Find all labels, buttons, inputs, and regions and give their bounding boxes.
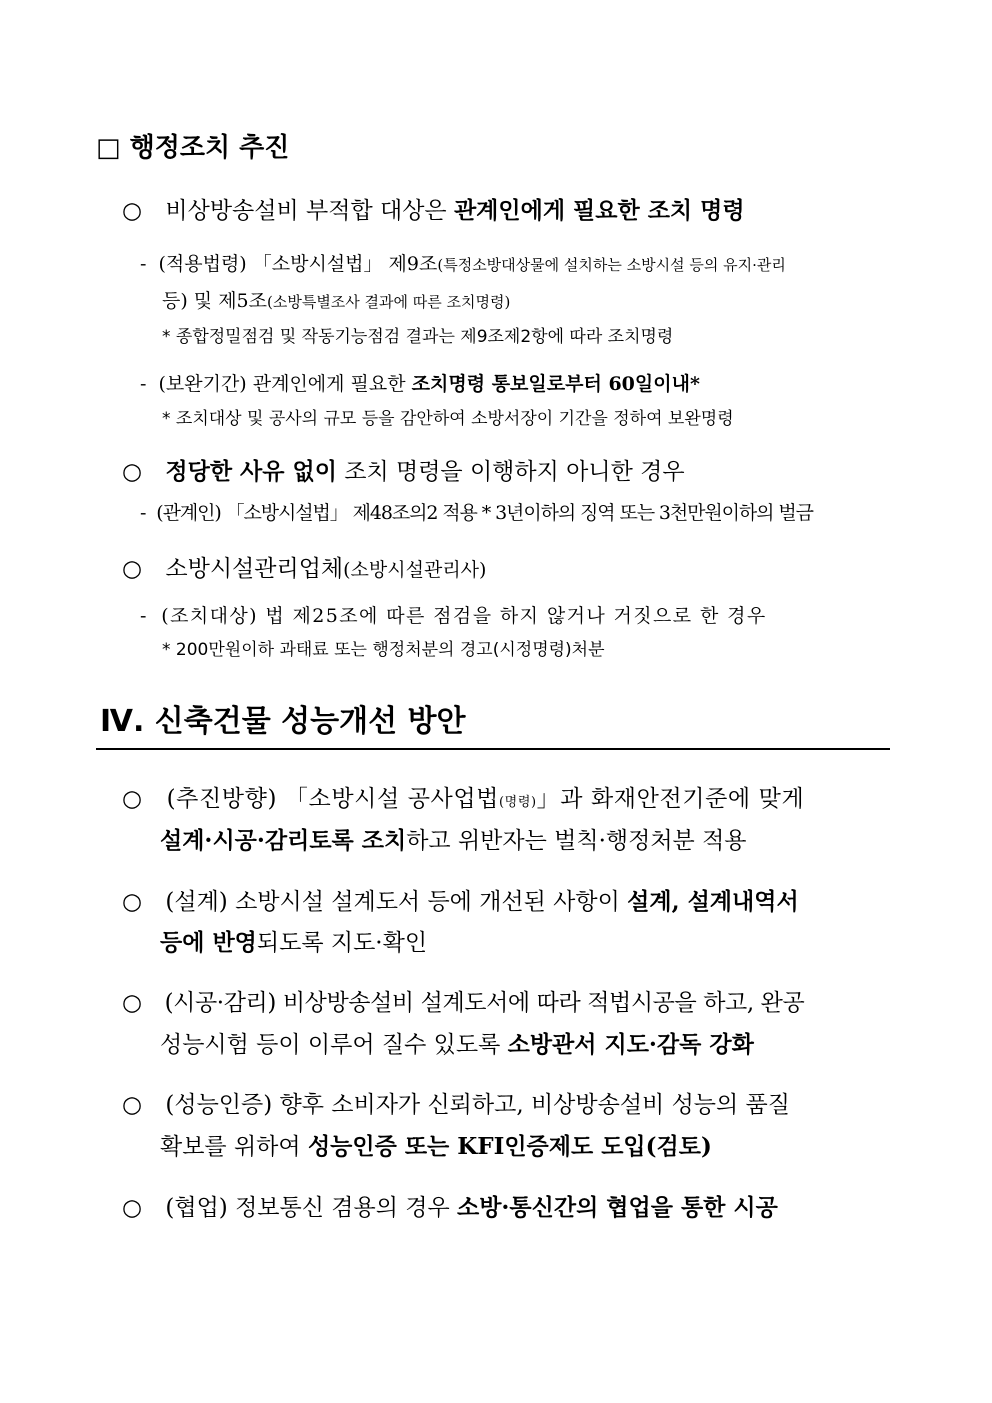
bullet-bold-text: 소방·통신간의 협업을 통한 시공 <box>456 1194 778 1221</box>
sub-item-applicable-law <box>140 253 786 276</box>
bullet-certification-line1 <box>122 1092 790 1120</box>
bullet-text: 비상방송설비 부적합 대상은 <box>165 198 454 224</box>
sub-item-supplement-period <box>140 373 700 396</box>
sub-small-text: (소방특별조사 결과에 따른 조치명령) <box>267 293 511 311</box>
bullet-design-line2 <box>160 929 427 958</box>
bullet-text: (추진방향) 「소방시설 공사업법 <box>166 786 499 812</box>
sub-bold-text: 조치명령 통보일로부터 60일이내* <box>411 373 700 395</box>
footnote-inspection: * 종합정밀점검 및 작동기능점검 결과는 제9조제2항에 따라 조치명령 <box>162 327 674 347</box>
circle-bullet: ○ <box>122 556 143 582</box>
circle-bullet: ○ <box>122 459 143 485</box>
bullet-construction-line2 <box>160 1031 754 1060</box>
section-heading-improvement-plan: Ⅳ. 신축건물 성능개선 방안 <box>100 704 466 739</box>
bullet-bold-text: 등에 반영 <box>160 929 257 956</box>
bullet-text: 조치 명령을 이행하지 아니한 경우 <box>336 459 685 485</box>
sub-item-related-person <box>140 502 813 525</box>
dash-marker: - <box>140 373 147 395</box>
footnote-supplement: * 조치대상 및 공사의 규모 등을 감안하여 소방서장이 기간을 정하여 보완명령 <box>162 409 734 429</box>
bullet-item-3 <box>122 556 486 584</box>
section-heading-admin-action: □ 행정조치 추진 <box>96 133 290 163</box>
sub-text: 등) 및 제5조 <box>162 290 267 312</box>
bullet-direction-line1 <box>122 786 804 814</box>
bullet-direction-line2 <box>160 827 747 856</box>
bullet-text: (시공·감리) 비상방송설비 설계도서에 따라 적법시공을 하고, 완공 <box>164 990 805 1016</box>
bullet-text: 확보를 위하여 <box>160 1134 308 1160</box>
bullet-bold-text: 설계, 설계내역서 <box>627 888 799 915</box>
circle-bullet: ○ <box>122 786 143 812</box>
bullet-text: 소방시설관리업체 <box>165 556 344 582</box>
bullet-small-text: (명령) <box>498 795 537 810</box>
bullet-construction-line1 <box>122 990 804 1018</box>
sub-text: (관계인) 「소방시설법」 제48조의2 적용 * 3년이하의 징역 또는 3천만원이하의 벌금 <box>156 502 813 524</box>
sub-small-text: (특정소방대상물에 설치하는 소방시설 등의 유지·관리 <box>437 256 786 274</box>
bullet-certification-line2 <box>160 1133 712 1162</box>
sub-item-action-target <box>140 605 767 628</box>
sub-item-applicable-law-line2 <box>162 290 510 313</box>
bullet-paren-text: (소방시설관리사) <box>343 559 487 581</box>
circle-bullet: ○ <box>122 1092 143 1118</box>
bullet-bold-text: 설계·시공·감리토록 조치 <box>160 827 407 854</box>
circle-bullet: ○ <box>122 889 143 915</box>
circle-bullet: ○ <box>122 198 143 224</box>
bullet-text: 하고 위반자는 벌칙·행정처분 적용 <box>406 828 747 854</box>
dash-marker: - <box>140 605 148 627</box>
bullet-bold-text: 관계인에게 필요한 조치 명령 <box>453 197 745 224</box>
bullet-text: 성능시험 등이 이루어 질수 있도록 <box>160 1032 508 1058</box>
bullet-text: (설계) 소방시설 설계도서 등에 개선된 사항이 <box>165 889 628 915</box>
bullet-text: 되도록 지도·확인 <box>256 930 428 956</box>
dash-marker: - <box>140 253 147 275</box>
bullet-item-1 <box>122 197 745 226</box>
bullet-bold-text: 정당한 사유 없이 <box>165 458 337 485</box>
circle-bullet: ○ <box>122 1195 143 1221</box>
circle-bullet: ○ <box>122 990 142 1016</box>
sub-text: (적용법령) 「소방시설법」 제9조 <box>158 253 438 275</box>
footnote-penalty: * 200만원이하 과태료 또는 행정처분의 경고(시정명령)처분 <box>162 640 605 660</box>
sub-text: (조치대상) 법 제25조에 따른 점검을 하지 않거나 거짓으로 한 경우 <box>161 605 767 627</box>
bullet-bold-text: 성능인증 또는 KFI인증제도 도입(검토) <box>307 1133 712 1160</box>
bullet-text: (성능인증) 향후 소비자가 신뢰하고, 비상방송설비 성능의 품질 <box>165 1092 790 1118</box>
bullet-text: 」과 화재안전기준에 맞게 <box>536 786 805 812</box>
bullet-item-2 <box>122 458 685 487</box>
sub-text: (보완기간) 관계인에게 필요한 <box>158 373 412 395</box>
dash-marker: - <box>140 502 146 524</box>
bullet-text: (협업) 정보통신 겸용의 경우 <box>165 1195 457 1221</box>
section-divider <box>96 748 890 750</box>
bullet-design-line1 <box>122 888 799 917</box>
bullet-collaboration <box>122 1194 778 1223</box>
bullet-bold-text: 소방관서 지도·감독 강화 <box>507 1031 754 1058</box>
